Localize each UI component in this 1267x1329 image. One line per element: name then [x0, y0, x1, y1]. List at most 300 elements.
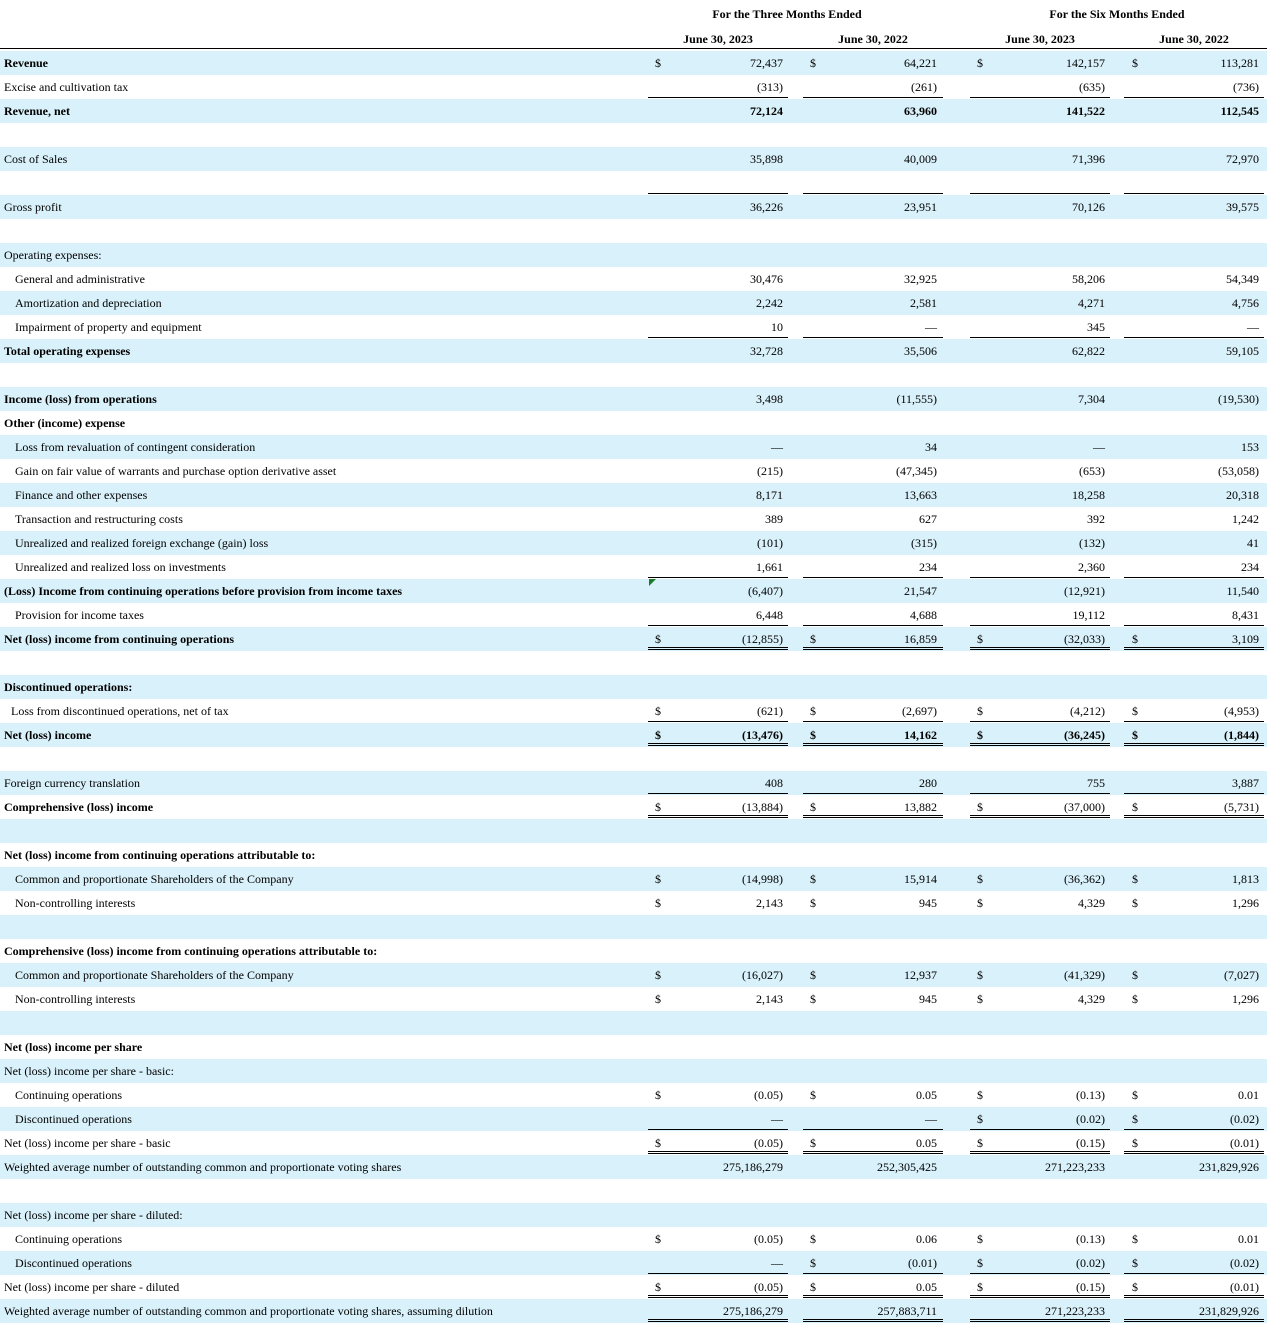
value-cell [985, 939, 1105, 963]
value-cell: (4,953) [1224, 704, 1259, 718]
comment-marker-icon [649, 579, 656, 586]
value-cell: 4,329 [1078, 992, 1105, 1006]
value-cell: 13,882 [904, 800, 937, 814]
underline [970, 1273, 1110, 1274]
double-underline [803, 815, 943, 818]
row-label: Unrealized and realized loss on investments [15, 560, 226, 574]
underline [970, 577, 1110, 578]
value-cell [663, 171, 783, 195]
value-cell [985, 819, 1105, 843]
value-cell: 153 [1241, 440, 1259, 454]
row-label: Discontinued operations: [4, 680, 133, 694]
value-cell: 0.05 [916, 1136, 937, 1150]
dollar-sign: $ [1132, 1088, 1138, 1102]
spacer-row [0, 651, 1267, 675]
value-cell [985, 1179, 1105, 1203]
value-cell [985, 747, 1105, 771]
value-cell [1139, 915, 1259, 939]
value-cell: — [771, 1256, 783, 1270]
row-label: Total operating expenses [4, 344, 131, 358]
value-cell [985, 915, 1105, 939]
value-cell: (16,027) [742, 968, 783, 982]
dollar-sign: $ [977, 896, 983, 910]
value-cell [663, 1059, 783, 1083]
dollar-sign: $ [810, 1280, 816, 1294]
value-cell: 2,242 [756, 296, 783, 310]
underline [648, 577, 788, 578]
value-cell: 252,305,425 [877, 1160, 937, 1174]
value-cell: 10 [771, 320, 783, 334]
underline [803, 625, 943, 626]
row-label: Net (loss) income per share - diluted [4, 1280, 180, 1294]
row-label: Net (loss) income per share - basic: [4, 1064, 174, 1078]
value-cell [663, 123, 783, 147]
table-row [0, 963, 1267, 987]
table-row [0, 435, 1267, 459]
row-label: Revenue, net [4, 104, 70, 118]
value-cell: 34 [925, 440, 937, 454]
row-label: Other (income) expense [4, 416, 126, 430]
value-cell: 72,970 [1226, 152, 1259, 166]
spacer-row [0, 219, 1267, 243]
value-cell: (0.01) [1230, 1136, 1259, 1150]
value-cell: 39,575 [1226, 200, 1259, 214]
value-cell: 3,887 [1232, 776, 1259, 790]
row-label: General and administrative [15, 272, 145, 286]
spacer-row [0, 123, 1267, 147]
table-row [0, 699, 1267, 723]
value-cell: 12,937 [904, 968, 937, 982]
value-cell: 36,226 [750, 200, 783, 214]
dollar-sign: $ [655, 800, 661, 814]
table-row [0, 627, 1267, 651]
value-cell [985, 243, 1105, 267]
value-cell: — [925, 320, 937, 334]
row-label: (Loss) Income from continuing operations before provision from income taxes [4, 584, 403, 598]
row-label: Loss from revaluation of contingent consideration [15, 440, 256, 454]
value-cell: 2,143 [756, 896, 783, 910]
value-cell [817, 1035, 937, 1059]
header-rule [0, 48, 1267, 49]
value-cell [663, 1011, 783, 1035]
value-cell [985, 651, 1105, 675]
double-underline [803, 647, 943, 650]
value-cell: 231,829,926 [1199, 1160, 1259, 1174]
dollar-sign: $ [655, 1088, 661, 1102]
value-cell: 0.05 [916, 1088, 937, 1102]
value-cell: 627 [919, 512, 937, 526]
row-label: Operating expenses: [4, 248, 102, 262]
underline [1124, 193, 1264, 194]
dollar-sign: $ [655, 704, 661, 718]
value-cell: — [925, 1112, 937, 1126]
underline [803, 193, 943, 194]
value-cell [817, 243, 937, 267]
dollar-sign: $ [1132, 872, 1138, 886]
value-cell: 113,281 [1220, 56, 1259, 70]
dollar-sign: $ [1132, 1112, 1138, 1126]
dollar-sign: $ [810, 56, 816, 70]
double-underline [1124, 1295, 1264, 1298]
dollar-sign: $ [977, 728, 983, 742]
dollar-sign: $ [977, 1088, 983, 1102]
value-cell [663, 819, 783, 843]
value-cell: 71,396 [1072, 152, 1105, 166]
spacer-row [0, 915, 1267, 939]
dollar-sign: $ [1132, 800, 1138, 814]
spacer-row [0, 1179, 1267, 1203]
value-cell: (0.05) [754, 1088, 783, 1102]
value-cell [817, 1179, 937, 1203]
value-cell [985, 1011, 1105, 1035]
table-row [0, 51, 1267, 75]
value-cell [817, 1203, 937, 1227]
table-row [0, 411, 1267, 435]
value-cell [1139, 411, 1259, 435]
value-cell: 41 [1247, 536, 1259, 550]
underline [803, 97, 943, 98]
table-row [0, 939, 1267, 963]
value-cell [1139, 1011, 1259, 1035]
value-cell: 32,728 [750, 344, 783, 358]
value-cell: 0.01 [1238, 1232, 1259, 1246]
underline [1124, 625, 1264, 626]
double-underline [970, 743, 1110, 746]
underline [1124, 97, 1264, 98]
dollar-sign: $ [977, 632, 983, 646]
row-label: Comprehensive (loss) income from continuing operations attributable to: [4, 944, 378, 958]
dollar-sign: $ [810, 1232, 816, 1246]
dollar-sign: $ [655, 896, 661, 910]
value-cell: (0.02) [1230, 1112, 1259, 1126]
value-cell: 1,661 [756, 560, 783, 574]
row-label: Foreign currency translation [4, 776, 140, 790]
underline [970, 793, 1110, 794]
value-cell: 3,498 [756, 392, 783, 406]
row-label: Non-controlling interests [15, 896, 136, 910]
table-row [0, 387, 1267, 411]
double-underline [1124, 815, 1264, 818]
underline [1124, 1129, 1264, 1130]
dollar-sign: $ [810, 632, 816, 646]
value-cell: (0.02) [1076, 1256, 1105, 1270]
value-cell: 72,124 [750, 104, 783, 118]
value-cell [1139, 1203, 1259, 1227]
value-cell [817, 219, 937, 243]
value-cell: 231,829,926 [1199, 1304, 1259, 1318]
value-cell: (4,212) [1070, 704, 1105, 718]
value-cell: 234 [1241, 560, 1259, 574]
dollar-sign: $ [1132, 1232, 1138, 1246]
dollar-sign: $ [977, 1280, 983, 1294]
value-cell: 32,925 [904, 272, 937, 286]
table-row [0, 1107, 1267, 1131]
row-label: Impairment of property and equipment [15, 320, 202, 334]
dollar-sign: $ [655, 968, 661, 982]
header-col-1: June 30, 2023 [683, 32, 753, 46]
row-label: Gross profit [4, 200, 62, 214]
value-cell: (19,530) [1218, 392, 1259, 406]
underline [970, 721, 1110, 722]
table-row [0, 267, 1267, 291]
table-row [0, 987, 1267, 1011]
value-cell: (313) [757, 80, 783, 94]
underline [1124, 337, 1264, 338]
underline [970, 625, 1110, 626]
value-cell: 275,186,279 [723, 1160, 783, 1174]
table-row [0, 867, 1267, 891]
value-cell [1139, 819, 1259, 843]
value-cell: 21,547 [904, 584, 937, 598]
value-cell [985, 843, 1105, 867]
value-cell: (5,731) [1224, 800, 1259, 814]
value-cell [817, 171, 937, 195]
value-cell: (0.13) [1076, 1232, 1105, 1246]
value-cell [985, 123, 1105, 147]
value-cell [663, 1035, 783, 1059]
value-cell: 11,540 [1226, 584, 1259, 598]
table-row [0, 1083, 1267, 1107]
value-cell [1139, 123, 1259, 147]
dollar-sign: $ [655, 992, 661, 1006]
value-cell [817, 915, 937, 939]
row-label: Income (loss) from operations [4, 392, 157, 406]
spacer-row [0, 171, 1267, 195]
value-cell: — [771, 440, 783, 454]
dollar-sign: $ [1132, 992, 1138, 1006]
value-cell: 14,162 [904, 728, 937, 742]
value-cell [1139, 843, 1259, 867]
dollar-sign: $ [977, 56, 983, 70]
table-row [0, 723, 1267, 747]
value-cell [1139, 747, 1259, 771]
value-cell: 389 [765, 512, 783, 526]
dollar-sign: $ [810, 704, 816, 718]
dollar-sign: $ [1132, 728, 1138, 742]
value-cell: 4,756 [1232, 296, 1259, 310]
underline [970, 97, 1110, 98]
value-cell [1139, 1059, 1259, 1083]
value-cell: 4,329 [1078, 896, 1105, 910]
dollar-sign: $ [810, 992, 816, 1006]
value-cell: (2,697) [902, 704, 937, 718]
value-cell [663, 843, 783, 867]
row-label: Continuing operations [15, 1232, 122, 1246]
value-cell: 62,822 [1072, 344, 1105, 358]
value-cell: (0.05) [754, 1232, 783, 1246]
value-cell [1139, 219, 1259, 243]
value-cell: 141,522 [1066, 104, 1105, 118]
dollar-sign: $ [1132, 1280, 1138, 1294]
row-label: Unrealized and realized foreign exchange (gain) loss [15, 536, 269, 550]
table-row [0, 1299, 1267, 1323]
value-cell: 6,448 [756, 608, 783, 622]
value-cell: 20,318 [1226, 488, 1259, 502]
value-cell: 4,271 [1078, 296, 1105, 310]
value-cell: 408 [765, 776, 783, 790]
row-label: Cost of Sales [4, 152, 68, 166]
value-cell [985, 411, 1105, 435]
dollar-sign: $ [810, 1136, 816, 1150]
underline [803, 1273, 943, 1274]
double-underline [1124, 743, 1264, 746]
value-cell: 70,126 [1072, 200, 1105, 214]
value-cell: (215) [757, 464, 783, 478]
value-cell: 54,349 [1226, 272, 1259, 286]
row-label: Common and proportionate Shareholders of the Company [15, 968, 294, 982]
value-cell: (0.02) [1230, 1256, 1259, 1270]
value-cell: — [1093, 440, 1105, 454]
underline [803, 337, 943, 338]
value-cell: 18,258 [1072, 488, 1105, 502]
value-cell: 271,223,233 [1045, 1160, 1105, 1174]
value-cell: (0.05) [754, 1280, 783, 1294]
value-cell: 72,437 [750, 56, 783, 70]
row-label: Comprehensive (loss) income [4, 800, 154, 814]
value-cell: 30,476 [750, 272, 783, 286]
table-row [0, 99, 1267, 123]
double-underline [1124, 647, 1264, 650]
value-cell: (0.15) [1076, 1136, 1105, 1150]
row-label: Gain on fair value of warrants and purchase option derivative asset [15, 464, 337, 478]
dollar-sign: $ [810, 1256, 816, 1270]
value-cell [985, 219, 1105, 243]
row-label: Non-controlling interests [15, 992, 136, 1006]
value-cell [1139, 171, 1259, 195]
underline [648, 625, 788, 626]
value-cell: 19,112 [1072, 608, 1105, 622]
value-cell: (36,362) [1064, 872, 1105, 886]
dollar-sign: $ [1132, 56, 1138, 70]
header-col-4: June 30, 2022 [1159, 32, 1229, 46]
row-label: Net (loss) income per share [4, 1040, 143, 1054]
underline [648, 793, 788, 794]
value-cell: 0.05 [916, 1280, 937, 1294]
value-cell: 275,186,279 [723, 1304, 783, 1318]
dollar-sign: $ [810, 896, 816, 910]
value-cell [1139, 363, 1259, 387]
table-row [0, 459, 1267, 483]
underline [970, 1129, 1110, 1130]
value-cell: 234 [919, 560, 937, 574]
value-cell: (101) [757, 536, 783, 550]
dollar-sign: $ [977, 1136, 983, 1150]
underline [648, 1273, 788, 1274]
value-cell: 16,859 [904, 632, 937, 646]
value-cell [663, 1203, 783, 1227]
value-cell: 3,109 [1232, 632, 1259, 646]
table-row [0, 555, 1267, 579]
value-cell: 755 [1087, 776, 1105, 790]
value-cell: (7,027) [1224, 968, 1259, 982]
value-cell: (261) [911, 80, 937, 94]
underline [803, 721, 943, 722]
value-cell: (41,329) [1064, 968, 1105, 982]
table-row [0, 1155, 1267, 1179]
value-cell: (14,998) [742, 872, 783, 886]
dollar-sign: $ [655, 1280, 661, 1294]
dollar-sign: $ [655, 728, 661, 742]
value-cell [1139, 1035, 1259, 1059]
spacer-row [0, 747, 1267, 771]
value-cell: 40,009 [904, 152, 937, 166]
value-cell [817, 363, 937, 387]
table-row [0, 1131, 1267, 1155]
dollar-sign: $ [810, 728, 816, 742]
header-group-three: For the Three Months Ended [712, 7, 862, 21]
value-cell [817, 651, 937, 675]
dollar-sign: $ [1132, 632, 1138, 646]
underline [1124, 577, 1264, 578]
double-underline [803, 1319, 943, 1322]
value-cell: (1,844) [1224, 728, 1259, 742]
table-row [0, 315, 1267, 339]
double-underline [970, 1295, 1110, 1298]
value-cell: (37,000) [1064, 800, 1105, 814]
value-cell: 2,360 [1078, 560, 1105, 574]
double-underline [1124, 1151, 1264, 1154]
value-cell [817, 1011, 937, 1035]
table-row [0, 147, 1267, 171]
table-row [0, 291, 1267, 315]
value-cell: 271,223,233 [1045, 1304, 1105, 1318]
value-cell: 63,960 [904, 104, 937, 118]
row-label: Net (loss) income from continuing operations [4, 632, 235, 646]
value-cell [663, 915, 783, 939]
underline [1124, 793, 1264, 794]
value-cell: (0.13) [1076, 1088, 1105, 1102]
table-row [0, 843, 1267, 867]
underline [1124, 721, 1264, 722]
double-underline [803, 1295, 943, 1298]
value-cell: 2,581 [910, 296, 937, 310]
dollar-sign: $ [655, 872, 661, 886]
dollar-sign: $ [810, 968, 816, 982]
row-label: Common and proportionate Shareholders of the Company [15, 872, 294, 886]
value-cell: (0.15) [1076, 1280, 1105, 1294]
dollar-sign: $ [977, 800, 983, 814]
value-cell: 280 [919, 776, 937, 790]
row-label: Net (loss) income per share - basic [4, 1136, 171, 1150]
value-cell [985, 1035, 1105, 1059]
dollar-sign: $ [977, 1112, 983, 1126]
table-row [0, 1035, 1267, 1059]
header-col-3: June 30, 2023 [1005, 32, 1075, 46]
value-cell: — [771, 1112, 783, 1126]
table-row [0, 1059, 1267, 1083]
table-row [0, 75, 1267, 99]
table-row [0, 195, 1267, 219]
value-cell: 945 [919, 896, 937, 910]
value-cell [817, 819, 937, 843]
row-label: Net (loss) income from continuing operations attributable to: [4, 848, 316, 862]
row-label: Finance and other expenses [15, 488, 148, 502]
double-underline [648, 1295, 788, 1298]
underline [803, 1129, 943, 1130]
row-label: Discontinued operations [15, 1256, 132, 1270]
table-row [0, 771, 1267, 795]
value-cell: 58,206 [1072, 272, 1105, 286]
underline [648, 721, 788, 722]
spacer-row [0, 363, 1267, 387]
table-row [0, 795, 1267, 819]
row-label: Excise and cultivation tax [4, 80, 129, 94]
value-cell: (0.01) [908, 1256, 937, 1270]
value-cell: (47,345) [896, 464, 937, 478]
dollar-sign: $ [655, 632, 661, 646]
value-cell [985, 1203, 1105, 1227]
dollar-sign: $ [655, 1232, 661, 1246]
